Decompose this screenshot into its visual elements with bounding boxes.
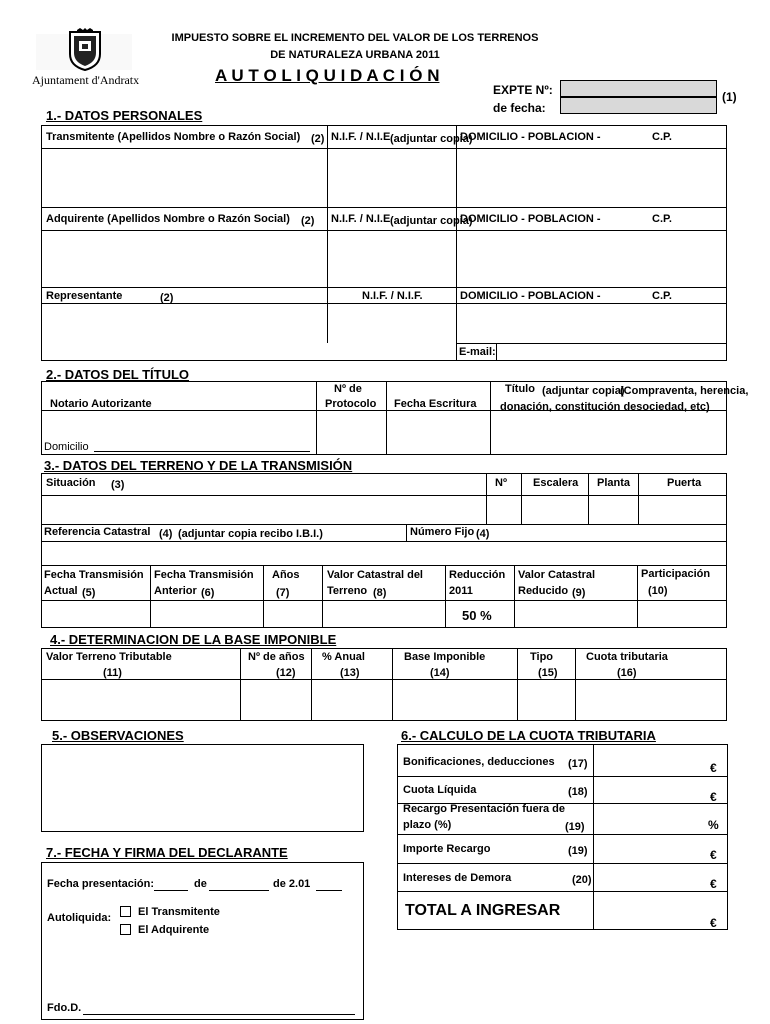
numero-label: Nº <box>495 477 507 489</box>
euro-symbol: € <box>710 916 717 930</box>
expte-label: EXPTE Nº: <box>493 83 553 97</box>
fecha-field[interactable] <box>560 97 717 114</box>
coat-of-arms-icon <box>30 28 140 72</box>
base-imponible-label: Base Imponible <box>404 651 486 663</box>
valor-catastral-field[interactable] <box>323 601 445 627</box>
note-5: (5) <box>82 587 96 599</box>
ref-catastral-field[interactable] <box>42 542 726 565</box>
valor-reducido-field[interactable] <box>515 601 637 627</box>
fecha-tr-actual-1: Fecha Transmisión <box>44 569 144 581</box>
note-2: (2) <box>160 292 174 304</box>
note-19: (19) <box>565 821 585 833</box>
form-title-line2: DE NATURALEZA URBANA 2011 <box>270 49 440 61</box>
adjuntar-copia: (adjuntar copia) <box>390 133 473 145</box>
fecha-tr-anterior-field[interactable] <box>151 601 263 627</box>
total-label: TOTAL A INGRESAR <box>405 902 561 919</box>
reduccion-2: 2011 <box>449 585 473 597</box>
reduccion-1: Reducción <box>449 569 506 581</box>
note-16: (16) <box>617 667 637 679</box>
bonificaciones-field[interactable] <box>594 745 727 776</box>
valor-catastral-2: Terreno <box>327 585 368 597</box>
divider <box>406 524 407 541</box>
base-imponible-field[interactable] <box>393 680 517 720</box>
representante-domicilio-field[interactable] <box>457 304 726 343</box>
fecha-anio-field[interactable] <box>316 890 342 891</box>
importe-recargo-field[interactable] <box>594 835 727 863</box>
domicilio-label: DOMICILIO - POBLACION - <box>460 290 601 302</box>
note-12: (12) <box>276 667 296 679</box>
fecha-escritura-label: Fecha Escritura <box>394 398 477 410</box>
pct-anual-label: % Anual <box>322 651 365 663</box>
protocolo-label-2: Protocolo <box>325 398 377 410</box>
numero-field[interactable] <box>487 496 521 524</box>
fecha-tr-ant-1: Fecha Transmisión <box>154 569 254 581</box>
fecha-dia-field[interactable] <box>154 890 188 891</box>
note-2: (2) <box>311 133 325 145</box>
puerta-label: Puerta <box>667 477 702 489</box>
fdo-label: Fdo.D. <box>47 1002 82 1014</box>
section1-title: 1.- DATOS PERSONALES <box>46 108 203 123</box>
adjuntar-ibi: (adjuntar copia recibo I.B.I.) <box>178 528 323 540</box>
divider <box>41 207 727 208</box>
note-15: (15) <box>538 667 558 679</box>
cp-label: C.P. <box>652 131 672 143</box>
note-11: (11) <box>103 667 122 679</box>
logo-block <box>30 28 140 90</box>
note-7: (7) <box>276 587 290 599</box>
recargo-pct-field[interactable] <box>594 804 727 834</box>
protocolo-field[interactable] <box>317 411 386 454</box>
intereses-label: Intereses de Demora <box>403 872 512 884</box>
fecha-tr-ant-2: Anterior <box>154 585 197 597</box>
transmitente-option-label: El Transmitente <box>138 906 220 918</box>
note-13: (13) <box>340 667 360 679</box>
section2-title: 2.- DATOS DEL TÍTULO <box>46 367 190 382</box>
participacion-label: Participación <box>641 568 711 580</box>
situacion-field[interactable] <box>42 496 486 524</box>
planta-field[interactable] <box>589 496 638 524</box>
situacion-label: Situación <box>46 477 96 489</box>
divider <box>445 565 446 628</box>
domicilio-notario-label: Domicilio <box>44 441 89 453</box>
autoliquidacion-title: A U T O L I Q U I D A C I Ó N <box>215 66 440 85</box>
email-label: E-mail: <box>459 346 496 358</box>
note-8: (8) <box>373 587 387 599</box>
cuota-tributaria-label: Cuota tributaria <box>586 651 668 663</box>
cuota-tributaria-field[interactable] <box>576 680 726 720</box>
domicilio-label: DOMICILIO - POBLACION - <box>460 131 601 143</box>
fecha-label: de fecha: <box>493 101 546 115</box>
importe-recargo-label: Importe Recargo <box>403 843 491 855</box>
note-2: (2) <box>301 215 315 227</box>
tipo-label: Tipo <box>530 651 554 663</box>
adquirente-checkbox[interactable] <box>120 924 131 935</box>
transmitente-domicilio-field[interactable] <box>457 149 726 207</box>
note-4: (4) <box>159 528 173 540</box>
participacion-field[interactable] <box>638 601 726 627</box>
nif-label: N.I.F. / N.I.E <box>331 131 391 143</box>
nif-label: N.I.F. / N.I.E <box>331 213 391 225</box>
cuota-liquida-label: Cuota Líquida <box>403 784 477 796</box>
transmitente-label: Transmitente (Apellidos Nombre o Razón Social) <box>46 131 301 143</box>
domicilio-label: DOMICILIO - POBLACION - <box>460 213 601 225</box>
fecha-tr-actual-2: Actual <box>44 585 78 597</box>
escalera-label: Escalera <box>533 477 579 489</box>
note-19: (19) <box>568 845 588 857</box>
transmitente-name-field[interactable] <box>42 149 327 207</box>
representante-label: Representante <box>46 290 123 302</box>
fecha-mes-field[interactable] <box>209 890 269 891</box>
notario-label: Notario Autorizante <box>50 398 152 410</box>
pct-anual-field[interactable] <box>312 680 392 720</box>
adquirente-label: Adquirente (Apellidos Nombre o Razón Social) <box>46 213 290 225</box>
escalera-field[interactable] <box>522 496 588 524</box>
valor-tributable-field[interactable] <box>42 680 240 720</box>
valor-reducido-2: Reducido <box>518 585 569 597</box>
domicilio-notario-field[interactable] <box>94 451 310 452</box>
nif2-label: N.I.F. / N.I.F. <box>362 290 423 302</box>
fecha-tr-actual-field[interactable] <box>42 601 150 627</box>
bonificaciones-label: Bonificaciones, deducciones <box>403 756 555 768</box>
cuota-liquida-field[interactable] <box>594 777 727 803</box>
note-3: (3) <box>111 479 125 491</box>
representante-nif-field[interactable] <box>328 304 456 343</box>
section4-title: 4.- DETERMINACION DE LA BASE IMPONIBLE <box>50 632 337 647</box>
cp-label: C.P. <box>652 213 672 225</box>
titulo-tipos-2: donación, constitución desociedad, etc) <box>500 401 710 413</box>
euro-symbol: € <box>710 848 717 862</box>
euro-symbol: € <box>710 761 717 775</box>
firma-field[interactable] <box>83 1014 355 1015</box>
valor-catastral-1: Valor Catastral del <box>327 569 423 581</box>
adquirente-option-label: El Adquirente <box>138 924 210 936</box>
ref-note-1: (1) <box>722 90 737 104</box>
numero-fijo-label: Número Fijo <box>410 526 475 538</box>
note-4: (4) <box>476 528 490 540</box>
note-10: (10) <box>648 585 668 597</box>
euro-symbol: € <box>710 790 717 804</box>
valor-tributable-label: Valor Terreno Tributable <box>46 651 172 663</box>
titulo-adjuntar: (adjuntar copia) <box>542 385 625 397</box>
transmitente-checkbox[interactable] <box>120 906 131 917</box>
de-label: de <box>194 878 207 890</box>
autoliquida-label: Autoliquida: <box>47 912 112 924</box>
titulo-field[interactable] <box>491 411 726 454</box>
expte-field[interactable] <box>560 80 717 97</box>
note-17: (17) <box>568 758 588 770</box>
section5-title: 5.- OBSERVACIONES <box>52 728 184 743</box>
divider <box>41 565 727 566</box>
adquirente-domicilio-field[interactable] <box>457 231 726 287</box>
titulo-label: Título <box>505 383 535 395</box>
divider <box>41 524 727 525</box>
logo-caption: Ajuntament d'Andratx <box>32 73 140 87</box>
valor-reducido-1: Valor Catastral <box>518 569 596 581</box>
email-field[interactable] <box>497 344 726 360</box>
ref-catastral-label: Referencia Catastral <box>44 526 151 538</box>
fecha-presentacion-label: Fecha presentación: <box>47 878 154 890</box>
section7-title: 7.- FECHA Y FIRMA DEL DECLARANTE <box>46 845 288 860</box>
divider <box>41 287 727 288</box>
reduccion-value: 50 % <box>462 608 492 623</box>
notario-field[interactable] <box>42 411 316 437</box>
de-anio-label: de 2.01 <box>273 878 311 890</box>
representante-name-field[interactable] <box>42 304 327 360</box>
observaciones-field[interactable] <box>41 744 364 832</box>
planta-label: Planta <box>597 477 631 489</box>
pct-symbol: % <box>708 818 719 832</box>
section6-title: 6.- CALCULO DE LA CUOTA TRIBUTARIA <box>401 728 656 743</box>
recargo-label-2: plazo (%) <box>403 819 452 831</box>
cp-label: C.P. <box>652 290 672 302</box>
recargo-label-1: Recargo Presentación fuera de <box>403 803 566 815</box>
adquirente-name-field[interactable] <box>42 231 327 287</box>
section3-title: 3.- DATOS DEL TERRENO Y DE LA TRANSMISIÓN <box>44 458 353 473</box>
num-anos-label: Nº de años <box>248 651 305 663</box>
note-14: (14) <box>430 667 450 679</box>
protocolo-label-1: Nº de <box>334 383 362 395</box>
puerta-field[interactable] <box>639 496 726 524</box>
note-9: (9) <box>572 587 586 599</box>
titulo-tipos-1: (Compraventa, herencia, <box>620 385 749 397</box>
note-6: (6) <box>201 587 215 599</box>
euro-symbol: € <box>710 877 717 891</box>
form-title-line1: IMPUESTO SOBRE EL INCREMENTO DEL VALOR DE LOS TERRENOS <box>171 32 539 44</box>
adquirente-nif-field[interactable] <box>328 231 456 287</box>
total-field[interactable] <box>594 892 727 929</box>
anos-field[interactable] <box>264 601 322 627</box>
note-20: (20) <box>572 874 592 886</box>
fecha-escritura-field[interactable] <box>387 411 490 454</box>
num-anos-field[interactable] <box>241 680 311 720</box>
intereses-field[interactable] <box>594 864 727 891</box>
note-18: (18) <box>568 786 588 798</box>
transmitente-nif-field[interactable] <box>328 149 456 207</box>
adjuntar-copia: (adjuntar copia) <box>390 215 473 227</box>
tipo-field[interactable] <box>518 680 575 720</box>
anos-label: Años <box>272 569 300 581</box>
